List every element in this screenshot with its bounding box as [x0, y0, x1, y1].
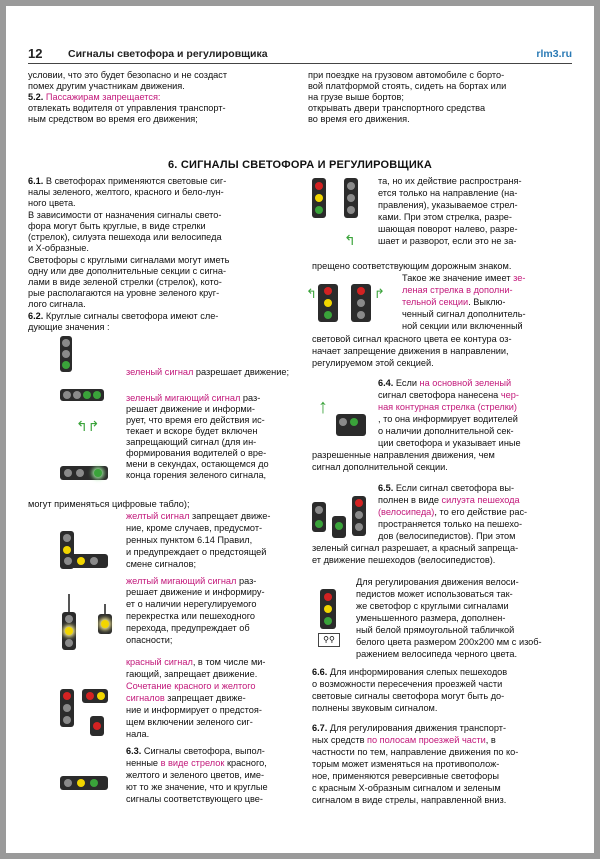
text-line: смене сигналов; [126, 559, 197, 569]
text-line: правления), указываемое стрел- [378, 200, 518, 210]
text-line: педистов может использоваться так- [356, 589, 513, 599]
text-line: на грузе выше бортов; [308, 92, 404, 102]
text-line: В зависимости от назначения сигналы свето- [28, 210, 222, 220]
text-line: ками. При этом стрелка, разре- [378, 212, 512, 222]
text-line: световые сигналы светофора могут быть до- [312, 691, 505, 701]
text-line: во время его движения. [308, 114, 410, 124]
text-line: 6.2. Круглые сигналы светофора имеют сле- [28, 311, 219, 321]
text-line: 6.1. В светофорах применяются световые сиг- [28, 176, 227, 186]
text-line: помех другим участникам движения. [28, 81, 185, 91]
text-line: при поездке на грузовом автомобиле с борто- [308, 70, 505, 80]
text-line: 6.7. Для регулирования движения транспорт- [312, 723, 507, 733]
text-line: ет движение пешеходов (велосипедистов). [312, 555, 496, 565]
header-rule [28, 63, 572, 64]
text-line: 6.6. Для информирования слепых пешеходов [312, 667, 508, 677]
text-line: сигналы соответствующего цве- [126, 794, 263, 804]
text-line: рует, что время его действия ис- [126, 415, 265, 425]
text-line: шает и разворот, если это не за- [378, 236, 517, 246]
text-line: красный сигнал, в том числе ми- [126, 657, 266, 667]
text-line: отвлекать водителя от управления транспорт- [28, 103, 226, 113]
text-line: лами в виде зеленой стрелки (стрелок), кото- [28, 277, 222, 287]
text-line: ют то же значение, что и круглые [126, 782, 268, 792]
text-line: с красным Х-образным сигналом и зеленым [312, 783, 501, 793]
text-line: конца горения зеленого сигнала, [126, 470, 267, 480]
text-line: световой сигнал красного цвета ее контура оз- [312, 334, 512, 344]
text-line: уменьшенного размера, дополнен- [356, 613, 506, 623]
bicycle-icon: ⚲⚲ [318, 633, 340, 647]
text-line: 6.3. Сигналы светофора, выпол- [126, 746, 265, 756]
text-line: ненные в виде стрелок красного, [126, 758, 267, 768]
text-line: частности по тем, направление движения по ко- [312, 747, 519, 757]
text-line: запрещающий сигнал (для ин- [126, 437, 257, 447]
text-line: (велосипеда), то его действие рас- [378, 507, 528, 517]
text-line: перекрестка или пешеходного [126, 611, 255, 621]
text-line: леная стрелка в дополни- [402, 285, 513, 295]
text-line: могут применяться цифровые табло); [28, 499, 190, 509]
text-line: же светофор с круглыми сигналами [356, 601, 509, 611]
text-line: гающий, запрещает движение. [126, 669, 258, 679]
text-line: полнен в виде силуэта пешехода [378, 495, 520, 505]
text-line: ченный сигнал дополнитель- [402, 309, 526, 319]
text-line: условии, что это будет безопасно и не создаст [28, 70, 228, 80]
text-line: ражением велосипеда черного цвета. [356, 649, 518, 659]
text-line: ции светофора и указывает иные [378, 438, 521, 448]
text-line: ной секции или включенный [402, 321, 523, 331]
running-title: Сигналы светофора и регулировщика [68, 48, 268, 60]
text-line: решает движение и информиру- [126, 587, 265, 597]
text-line: ная контурная стрелка (стрелки) [378, 402, 517, 412]
text-line: белого цвета размером 200х200 мм с изоб- [356, 637, 542, 647]
text-line: сигналом в виде стрелы, направленной вниз. [312, 795, 507, 805]
section-title: 6. СИГНАЛЫ СВЕТОФОРА И РЕГУЛИРОВЩИКА [167, 159, 432, 171]
text-line: Светофоры с круглыми сигналами могут иметь [28, 255, 230, 265]
text-line: регулируемом этой секцией. [312, 358, 434, 368]
text-line: тельной секции. Выклю- [402, 297, 506, 307]
text-line: ным средством во время его движения; [28, 114, 198, 124]
text-line: налы зеленого, желтого, красного и бело-лун- [28, 187, 224, 197]
text-line: сигнал светофора нанесена чер- [378, 390, 519, 400]
text-line: одну или две дополнительные секции с сигна- [28, 266, 227, 276]
text-line: дующие значения : [28, 322, 110, 332]
text-line: ется только на направление (на- [378, 188, 518, 198]
text-line: сигнал дополнительной секции. [312, 462, 448, 472]
text-line: лого сигнала. [28, 299, 86, 309]
text-line: текает и вскоре будет включен [126, 426, 258, 436]
text-line: открывать двери транспортного средства [308, 103, 486, 113]
page-number: 12 [28, 46, 43, 61]
text-line: пространяется только на пешехо- [378, 519, 522, 529]
text-line: ное, применяются реверсивные светофоры [312, 771, 499, 781]
text-line: разрешенные направления движения, чем [312, 450, 495, 460]
text-line: и Х-образные. [28, 243, 89, 253]
text-line: ние и информирует о предстоя- [126, 705, 262, 715]
text-line: о наличии дополнительной сек- [378, 426, 514, 436]
text-line: фора могут быть круглые, в виде стрелки [28, 221, 206, 231]
text-line: щем включении зеленого сиг- [126, 717, 253, 727]
text-line: мени в секундах, остающемся до [126, 459, 269, 469]
text-line: ние, кроме случаев, предусмот- [126, 523, 263, 533]
text-line: рые располагаются на уровне зеленого круг- [28, 288, 220, 298]
text-line: полнены звуковым сигналом. [312, 703, 438, 713]
text-line: , то она информирует водителей [378, 414, 518, 424]
text-line: 5.2. Пассажирам запрещается: [28, 92, 161, 102]
text-line: 6.4. Если на основной зеленый [378, 378, 512, 388]
text-line: ренных пунктом 6.14 Правил, [126, 535, 253, 545]
text-line: вой платформой стоять, сидеть на бортах или [308, 81, 507, 91]
text-line: Для регулирования движения велоси- [356, 577, 519, 587]
text-line: о возможности пересечения проезжей части [312, 679, 503, 689]
text-line: (стрелок), силуэта пешехода или велосипеда [28, 232, 222, 242]
text-line: прещено соответствующим дорожным знаком. [312, 261, 512, 271]
text-line: зеленый сигнал разрешает, а красный запреща- [312, 543, 519, 553]
text-line: начает запрещение движения в направлении, [312, 346, 509, 356]
text-line: Такое же значение имеет зе- [402, 273, 526, 283]
text-line: сигналов запрещает движе- [126, 693, 246, 703]
text-line: шающая поворот налево, разре- [378, 224, 518, 234]
text-line: нала. [126, 729, 150, 739]
text-line: та, но их действие распространя- [378, 176, 522, 186]
text-line: формирования водителей о вре- [126, 448, 267, 458]
text-line: перехода, предупреждает об [126, 623, 250, 633]
text-line: желтого и зеленого цветов, име- [126, 770, 265, 780]
text-line: торым может изменяться на противополож- [312, 759, 500, 769]
text-line: зеленый сигнал разрешает движение; [126, 367, 290, 377]
text-line: ный белой прямоугольной табличкой [356, 625, 515, 635]
text-line: решает движение и информи- [126, 404, 255, 414]
text-line: ных средств по полосам проезжей части, в [312, 735, 496, 745]
text-line: Сочетание красного и желтого [126, 681, 256, 691]
text-line: дов (велосипедистов). При этом [378, 531, 516, 541]
text-line: желтый сигнал запрещает движе- [126, 511, 271, 521]
text-line: опасности; [126, 635, 173, 645]
text-line: желтый мигающий сигнал раз- [126, 576, 257, 586]
text-line: ного цвета. [28, 198, 76, 208]
site-link[interactable]: rlm3.ru [536, 48, 572, 60]
text-line: и предупреждает о предстоящей [126, 547, 267, 557]
page-header [28, 44, 572, 66]
arrow-icon: ↰↱ [76, 418, 100, 434]
text-line: зеленый мигающий сигнал раз- [126, 393, 261, 403]
text-line: 6.5. Если сигнал светофора вы- [378, 483, 515, 493]
page: 12 Сигналы светофора и регулировщика rlm3.ru условии, что это будет безопасно и не создаст помех другим участникам движения. 5.2. Пассажирам запрещается: отвлекать водителя от управления транспорт- ным средством во время его движения; при поездке на грузовом автомобиле с борто- вой платформой стоять, сидеть на бортах или на грузе выше бортов; открывать двери транспортного средства во время его движения. 6. СИГНАЛЫ СВЕТОФОРА И РЕГУЛИРОВЩИКА 6.1. В светофорах применяются световые сиг- налы зеленого, желтого, красного и бело-лун- ного цвета. В зависимости от назначения сигналы свето- фора могут быть круглые, в виде стрелки (стрелок), силуэта пешехода или велосипеда и Х-образные. Светофоры с круглыми сигналами могут иметь одну или две дополнительные секции с сигна- лами в виде зеленой стрелки (стрелок), кото- рые располагаются на уровне зеленого круг- лого сигнала. 6.2. Круглые сигналы светофора имеют сле- дующие значения : ↰↱ зеленый сигнал разрешает движение; зеленый мигающий сигнал раз- решает движение и информи- рует, что время его действия ис- текает и вскоре будет включен запрещающий сигнал (для ин- формирования водителей о вре- мени в секундах, остающемся до конца горения зеленого сигнала, могут применяться цифровые табло); желтый сигнал запрещает движе- ние, кроме случаев, предусмот- ренных пунктом 6.14 Правил, и предупреждает о предстоящей смене сигналов; желтый мигающий сигнал раз- решает движение и информиру- ет о наличии нерегулируемого перекрестка или пешеходного перехода, предупреждает об опасности; красный сигнал, в том числе ми- гающий, запрещает движение. Сочетание красного и желтого сигналов запрещает движе- ние и информирует о предстоя- щем включении зеленого сиг- нала. 6.3. Сигналы светофора, выпол- ненные в виде стрелок красного, желтого и зеленого цветов, име- ют то же значение, что и круглые сигналы соответствующего цве- ↰ ↱ ↰ ↑ ⚲⚲ та, но их действие распространя- ется только на направление (на- правления), указываемое стрел- ками. При этом стрелка, разре- шающая поворот налево, разре- шает и разворот, если это не за- прещено соответствующим дорожным знаком. Такое же значение имеет зе- леная стрелка в дополни- тельной секции. Выклю- ченный сигнал дополнитель- ной секции или включенный световой сигнал красного цвета ее контура оз- начает запрещение движения в направлении, регулируемом этой секцией. 6.4. Если на основной зеленый сигнал светофора нанесена чер- ная контурная стрелка (стрелки) , то она информирует водителей о наличии дополнительной сек- ции светофора и указывает иные разрешенные направления движения, чем сигнал дополнительной секции. 6.5. Если сигнал светофора вы- полнен в виде силуэта пешехода (велосипеда), то его действие рас- пространяется только на пешехо- дов (велосипедистов). При этом зеленый сигнал разрешает, а красный запреща- ет движение пешеходов (велосипедистов). Для регулирования движения велоси- педистов может использоваться так- же светофор с круглыми сигналами уменьшенного размера, дополнен- ный белой прямоугольной табличкой белого цвета размером 200х200 мм с изоб- ражением велосипеда черного цвета. 6.6. Для информирования слепых пешеходов о возможности пересечения проезжей части световые сигналы светофора могут быть до- полнены звуковым сигналом. 6.7. Для регулирования движения транспорт- ных средств по полосам проезжей части, в частности по тем, направление движения по ко- торым может изменяться на противополож- ное, применяются реверсивные светофоры с красным Х-образным сигналом и зеленым сигналом в виде стрелы, направленной вниз. [6, 6, 594, 853]
text-line: ет о наличии нерегулируемого [126, 599, 257, 609]
